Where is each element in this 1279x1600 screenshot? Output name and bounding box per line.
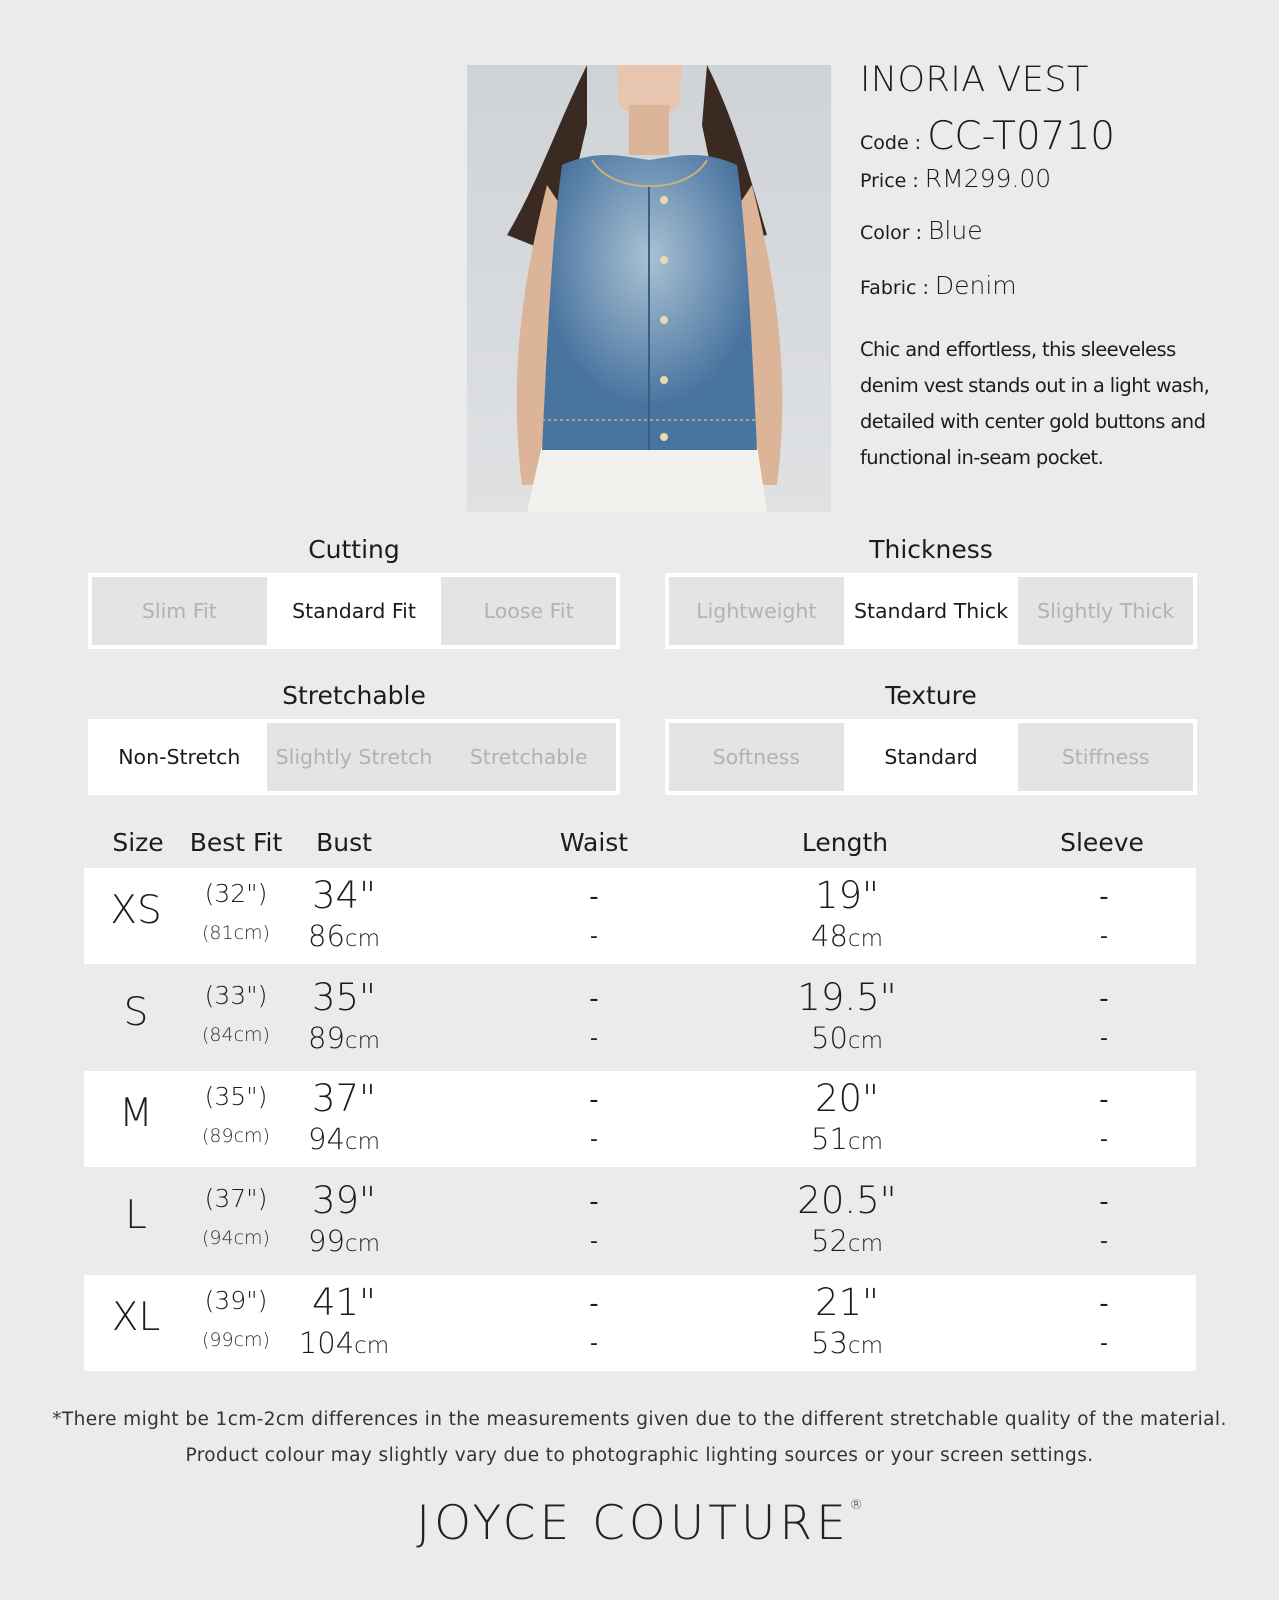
best-fit-cm: (84cm) xyxy=(202,1024,270,1046)
size-label: S xyxy=(123,990,149,1035)
color-label: Color : xyxy=(860,222,923,244)
size-table-header xyxy=(84,828,1196,866)
texture-option: Stiffness xyxy=(1061,745,1150,769)
size-row xyxy=(84,970,1196,1066)
cm-unit: cm xyxy=(344,1231,380,1257)
stretchable-option: Slightly Stretch xyxy=(275,745,433,769)
stretchable-group xyxy=(88,679,620,795)
stretchable-options xyxy=(88,719,620,795)
color-row xyxy=(860,216,1220,271)
product-photo xyxy=(467,65,831,512)
product-name: INORIA VEST xyxy=(860,60,1089,100)
texture-title: Texture xyxy=(885,681,977,710)
bust-cm xyxy=(308,1122,380,1156)
sleeve-inch: - xyxy=(1099,1085,1109,1115)
price-row xyxy=(860,164,1220,216)
length-cm-value: 50 xyxy=(811,1021,848,1055)
product-price: RM299.00 xyxy=(924,164,1052,193)
bust-cm-value: 86 xyxy=(308,919,345,953)
thickness-options xyxy=(665,573,1197,649)
cutting-option: Slim Fit xyxy=(141,599,217,623)
best-fit-inch: (37") xyxy=(204,1184,268,1213)
cm-unit: cm xyxy=(344,1129,380,1155)
product-info xyxy=(860,60,1220,476)
bust-cm xyxy=(308,1224,380,1258)
length-cm xyxy=(811,1224,883,1258)
cutting-options xyxy=(88,573,620,649)
texture-group xyxy=(665,679,1197,795)
size-label: XS xyxy=(110,888,162,933)
length-inch: 20.5" xyxy=(797,1179,897,1222)
best-fit-inch: (39") xyxy=(204,1286,268,1315)
best-fit-cm: (94cm) xyxy=(202,1227,270,1249)
bust-inch: 37" xyxy=(311,1077,377,1120)
bust-cm xyxy=(308,919,380,953)
thickness-title: Thickness xyxy=(869,535,993,564)
product-color: Blue xyxy=(928,216,983,245)
product-fabric: Denim xyxy=(934,271,1017,300)
brand-logo xyxy=(0,1496,1279,1551)
code-label: Code : xyxy=(860,132,922,154)
sleeve-inch: - xyxy=(1099,984,1109,1014)
length-cm xyxy=(811,919,883,953)
product-code: CC-T0710 xyxy=(927,114,1116,159)
size-row xyxy=(84,1173,1196,1269)
waist-cm: - xyxy=(590,1229,598,1254)
length-cm xyxy=(811,1122,883,1156)
length-inch: 19" xyxy=(814,874,880,917)
sleeve-cm: - xyxy=(1100,924,1108,949)
cm-unit: cm xyxy=(344,1028,380,1054)
cutting-group xyxy=(88,533,620,649)
length-cm xyxy=(811,1021,883,1055)
cm-unit: cm xyxy=(354,1333,390,1359)
header-sleeve: Sleeve xyxy=(1060,828,1144,857)
sleeve-cm: - xyxy=(1100,1229,1108,1254)
thickness-option: Lightweight xyxy=(696,599,817,623)
waist-cm: - xyxy=(590,1127,598,1152)
cm-unit: cm xyxy=(344,926,380,952)
cm-unit: cm xyxy=(847,1231,883,1257)
best-fit-cm: (89cm) xyxy=(202,1125,270,1147)
best-fit-cm: (81cm) xyxy=(202,922,270,944)
size-row xyxy=(84,1275,1196,1371)
fabric-row xyxy=(860,271,1220,326)
cutting-option: Loose Fit xyxy=(483,599,574,623)
length-cm-value: 48 xyxy=(811,919,848,953)
texture-option-selected: Standard xyxy=(844,723,1019,791)
length-cm-value: 51 xyxy=(811,1122,848,1156)
waist-inch: - xyxy=(589,1085,599,1115)
best-fit-inch: (35") xyxy=(204,1082,268,1111)
bust-cm-value: 89 xyxy=(308,1021,345,1055)
texture-option: Softness xyxy=(712,745,801,769)
cutting-title: Cutting xyxy=(308,535,400,564)
length-cm-value: 53 xyxy=(811,1326,848,1360)
cm-unit: cm xyxy=(847,926,883,952)
waist-cm: - xyxy=(590,924,598,949)
sleeve-cm: - xyxy=(1100,1331,1108,1356)
registered-mark: ® xyxy=(849,1498,863,1513)
fabric-label: Fabric : xyxy=(860,277,929,299)
thickness-group xyxy=(665,533,1197,649)
waist-inch: - xyxy=(589,1289,599,1319)
stretchable-option-selected: Non-Stretch xyxy=(92,723,267,791)
stretchable-option: Stretchable xyxy=(469,745,588,769)
price-label: Price : xyxy=(860,170,919,192)
waist-cm: - xyxy=(590,1331,598,1356)
length-inch: 20" xyxy=(814,1077,880,1120)
best-fit-inch: (33") xyxy=(204,981,268,1010)
sleeve-cm: - xyxy=(1100,1127,1108,1152)
sleeve-inch: - xyxy=(1099,1187,1109,1217)
header-best-fit: Best Fit xyxy=(189,828,283,857)
waist-cm: - xyxy=(590,1026,598,1051)
sleeve-inch: - xyxy=(1099,1289,1109,1319)
cm-unit: cm xyxy=(847,1129,883,1155)
product-description: Chic and effortless, this sleeveless denim vest stands out in a light wash, detailed with center gold buttons and functional in-seam pocket. xyxy=(860,338,1210,469)
cm-unit: cm xyxy=(847,1028,883,1054)
sleeve-inch: - xyxy=(1099,882,1109,912)
header-length: Length xyxy=(801,828,889,857)
code-row xyxy=(860,114,1220,164)
waist-inch: - xyxy=(589,1187,599,1217)
stretchable-title: Stretchable xyxy=(282,681,426,710)
bust-cm xyxy=(299,1326,389,1360)
sleeve-cm: - xyxy=(1100,1026,1108,1051)
bust-inch: 34" xyxy=(311,874,377,917)
length-inch: 19.5" xyxy=(797,976,897,1019)
size-label: M xyxy=(119,1091,153,1136)
cm-unit: cm xyxy=(847,1333,883,1359)
bust-cm-value: 104 xyxy=(298,1326,355,1360)
bust-inch: 41" xyxy=(311,1281,377,1324)
length-cm-value: 52 xyxy=(811,1224,848,1258)
brand-name: JOYCE COUTURE xyxy=(416,1496,850,1551)
thickness-option-selected: Standard Thick xyxy=(844,577,1019,645)
best-fit-cm: (99cm) xyxy=(202,1329,270,1351)
size-row xyxy=(84,868,1196,964)
thickness-option: Slightly Thick xyxy=(1037,599,1175,623)
colour-note: Product colour may slightly vary due to photographic lighting sources or your screen settings. xyxy=(185,1445,1094,1466)
header-size: Size xyxy=(112,828,164,857)
best-fit-inch: (32") xyxy=(204,879,268,908)
bust-inch: 39" xyxy=(311,1179,377,1222)
size-label: XL xyxy=(111,1295,161,1340)
waist-inch: - xyxy=(589,984,599,1014)
length-cm xyxy=(811,1326,883,1360)
length-inch: 21" xyxy=(814,1281,880,1324)
texture-options xyxy=(665,719,1197,795)
denim-vest-illustration xyxy=(467,65,831,512)
measurement-note: *There might be 1cm-2cm differences in the measurements given due to the different stretchable quality of the material. xyxy=(52,1409,1227,1430)
bust-cm-value: 99 xyxy=(308,1224,345,1258)
size-label: L xyxy=(125,1193,147,1238)
bust-cm xyxy=(308,1021,380,1055)
size-row xyxy=(84,1071,1196,1167)
bust-cm-value: 94 xyxy=(308,1122,345,1156)
cutting-option-selected: Standard Fit xyxy=(267,577,442,645)
header-waist: Waist xyxy=(559,828,629,857)
header-bust: Bust xyxy=(316,828,372,857)
waist-inch: - xyxy=(589,882,599,912)
bust-inch: 35" xyxy=(311,976,377,1019)
